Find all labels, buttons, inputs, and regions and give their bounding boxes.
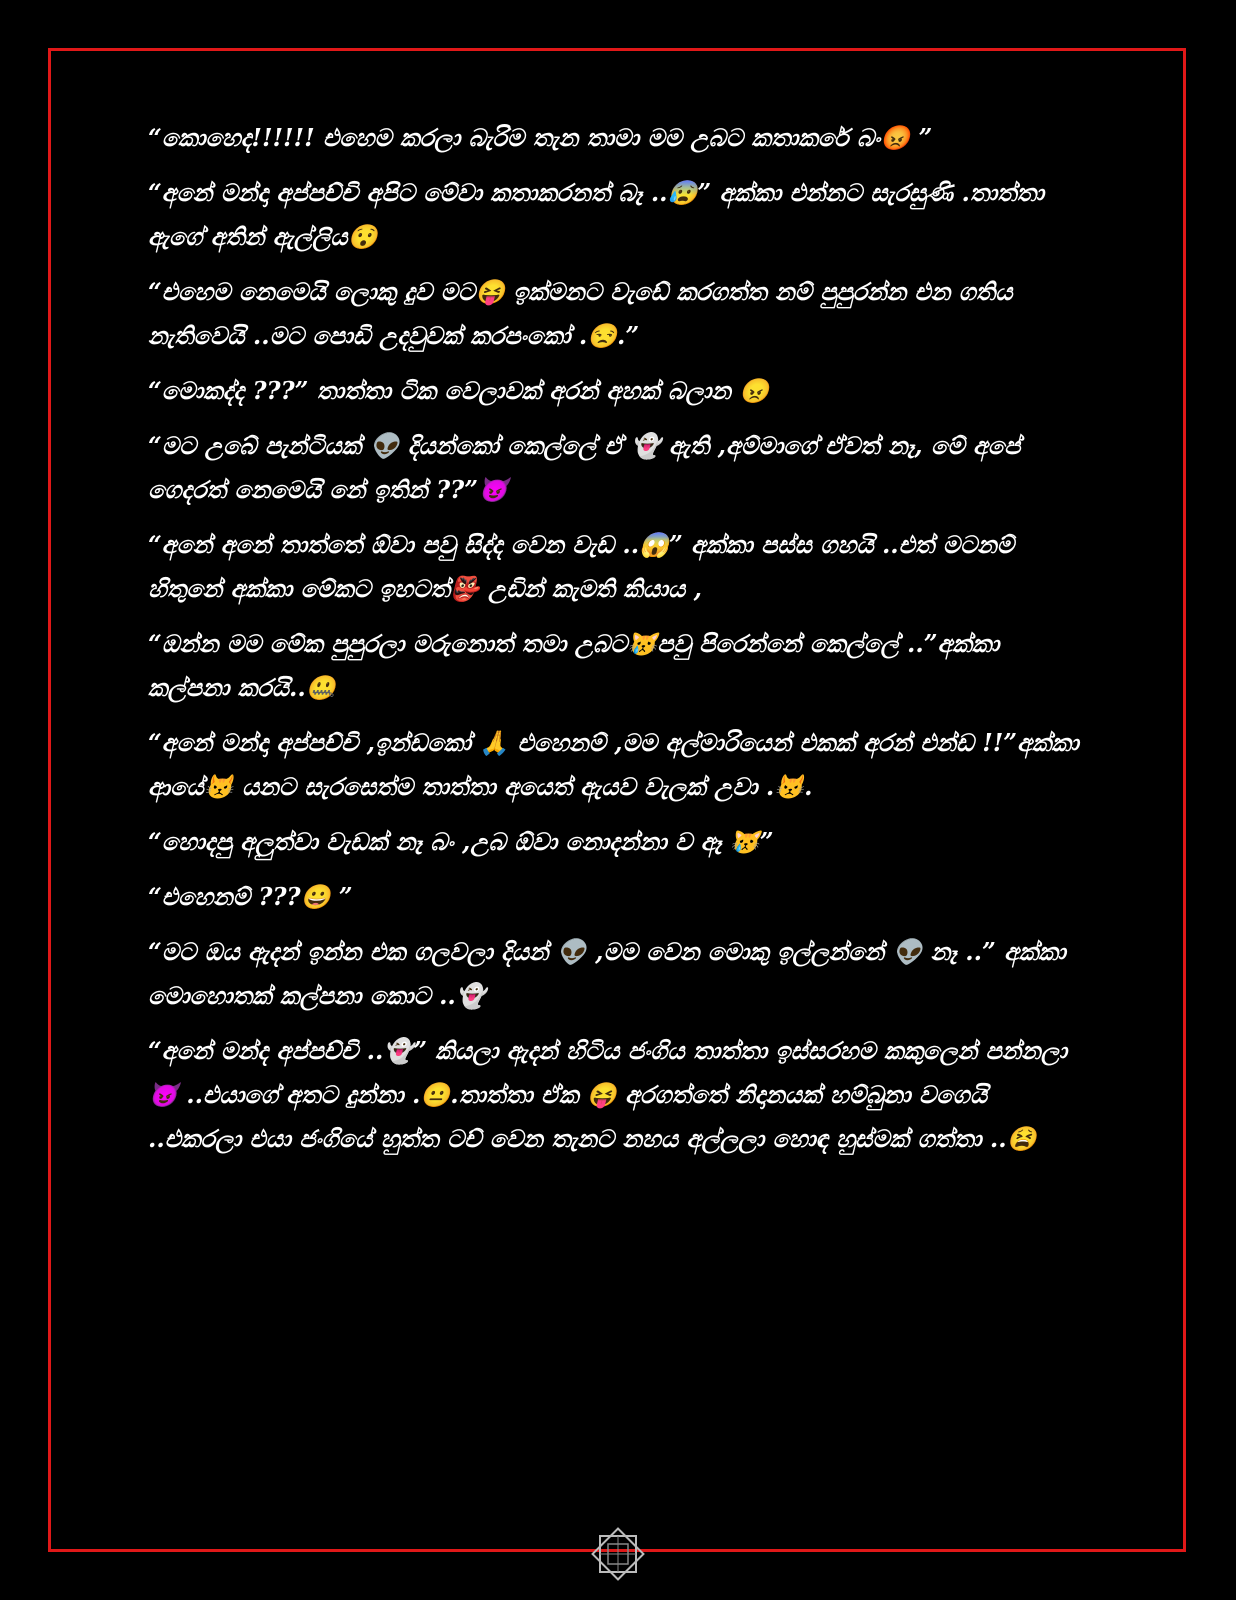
paragraph-6: “අනේ අනේ තාත්තේ ඕවා පවු සිද්ද වෙන වැඩ ..😱” අක්කා පස්ස ගහයි ..එත් මටනම් හිතුනේ අක්කා මේකට ඉහටත්👺 උඩින් කැමති කියාය , [148, 530, 1015, 603]
paragraph-5: “මට උබේ පැන්ටියක් 👽 දියන්කෝ කෙල්ලේ ඒ 👻 ඇති ,අම්මාගේ ඒවත් නෑ, මේ අපේ ගෙදරත් නෙමෙයි නේ ඉතින් ??”😈 [148, 431, 1021, 504]
paragraph-4: “මොකද්ද ???” තාත්තා ටික වෙලාවක් අරන් අහක් බලාන 😠 [148, 376, 770, 405]
paragraph-2: “අනේ මන්දා අප්පච්චි අපිට මේවා කතාකරනත් බෑ ..😰” අක්කා එන්නට සැරසුණි .තාත්තා ඇගේ අතින් ඇල්ලිය😯 [148, 178, 1045, 251]
paragraph-12: “අනේ මන්ද අප්පච්චි ..👻” කියලා ඇදන් හිටිය ජංගිය තාත්තා ඉස්සරහම කකුලෙන් පන්නලා😈 ..එයාගේ අතට දුන්නා .😐.තාත්තා ඒක 😝 අරගත්තේ නිදානයක් හම්බුනා වගෙයි ..එකරලා එයා ජංගියේ හුත්ත ටච් වෙන තැනට නහය අල්ලලා හොඳ හුස්මක් ගත්තා ..😫 [148, 1036, 1067, 1153]
paragraph-8: “අනේ මන්දා අප්පච්චි ,ඉන්ඩකෝ 🙏 එහෙනම් ,මම අල්මාරියෙන් එකක් අරන් එන්ඩ !!”අක්කා ආයේ😾 යනට සැරසෙත්ම තාත්තා අයෙත් ඇයව වැලක් උවා .😾. [148, 728, 1079, 801]
paragraph-11: “මට ඔය ඇදන් ඉන්න එක ගලවලා දියන් 👽 ,මම වෙන මොකු ඉල්ලන්නේ 👽 නෑ ..” අක්කා මොහොතක් කල්පනා කොට ..👻 [148, 937, 1066, 1010]
paragraph-3: “එහෙම නෙමෙයි ලොකු දුව මට😝 ඉක්මනට වැඩේ කරගත්ත නම් පුපුරන්න එන ගතිය නැතිවෙයි ..මට පොඩි උදවුවක් කරපංකෝ .😒.” [148, 277, 1013, 350]
paragraph-10: “එහෙනම් ???😀 ” [148, 882, 353, 911]
paragraph-7: “ඔන්න මම මේක පුපුරලා මරුනොත් තමා උබට😿පවු පිරෙන්නේ කෙල්ලේ ..”අක්කා කල්පනා කරයි..🤐 [148, 629, 1000, 702]
paragraph-1: “කොහෙද!!!!!! එහෙම කරලා බැරිම තැන තාමා මම උබට කතාකරේ බං😡 ” [148, 123, 933, 152]
paragraph-9: “හොදපු අලුත්වා වැඩක් නෑ බං ,උබ ඕවා නොදන්නා ව ඈ 😿” [148, 827, 774, 856]
story-text [148, 116, 1088, 1172]
ornament-icon [588, 1524, 648, 1584]
